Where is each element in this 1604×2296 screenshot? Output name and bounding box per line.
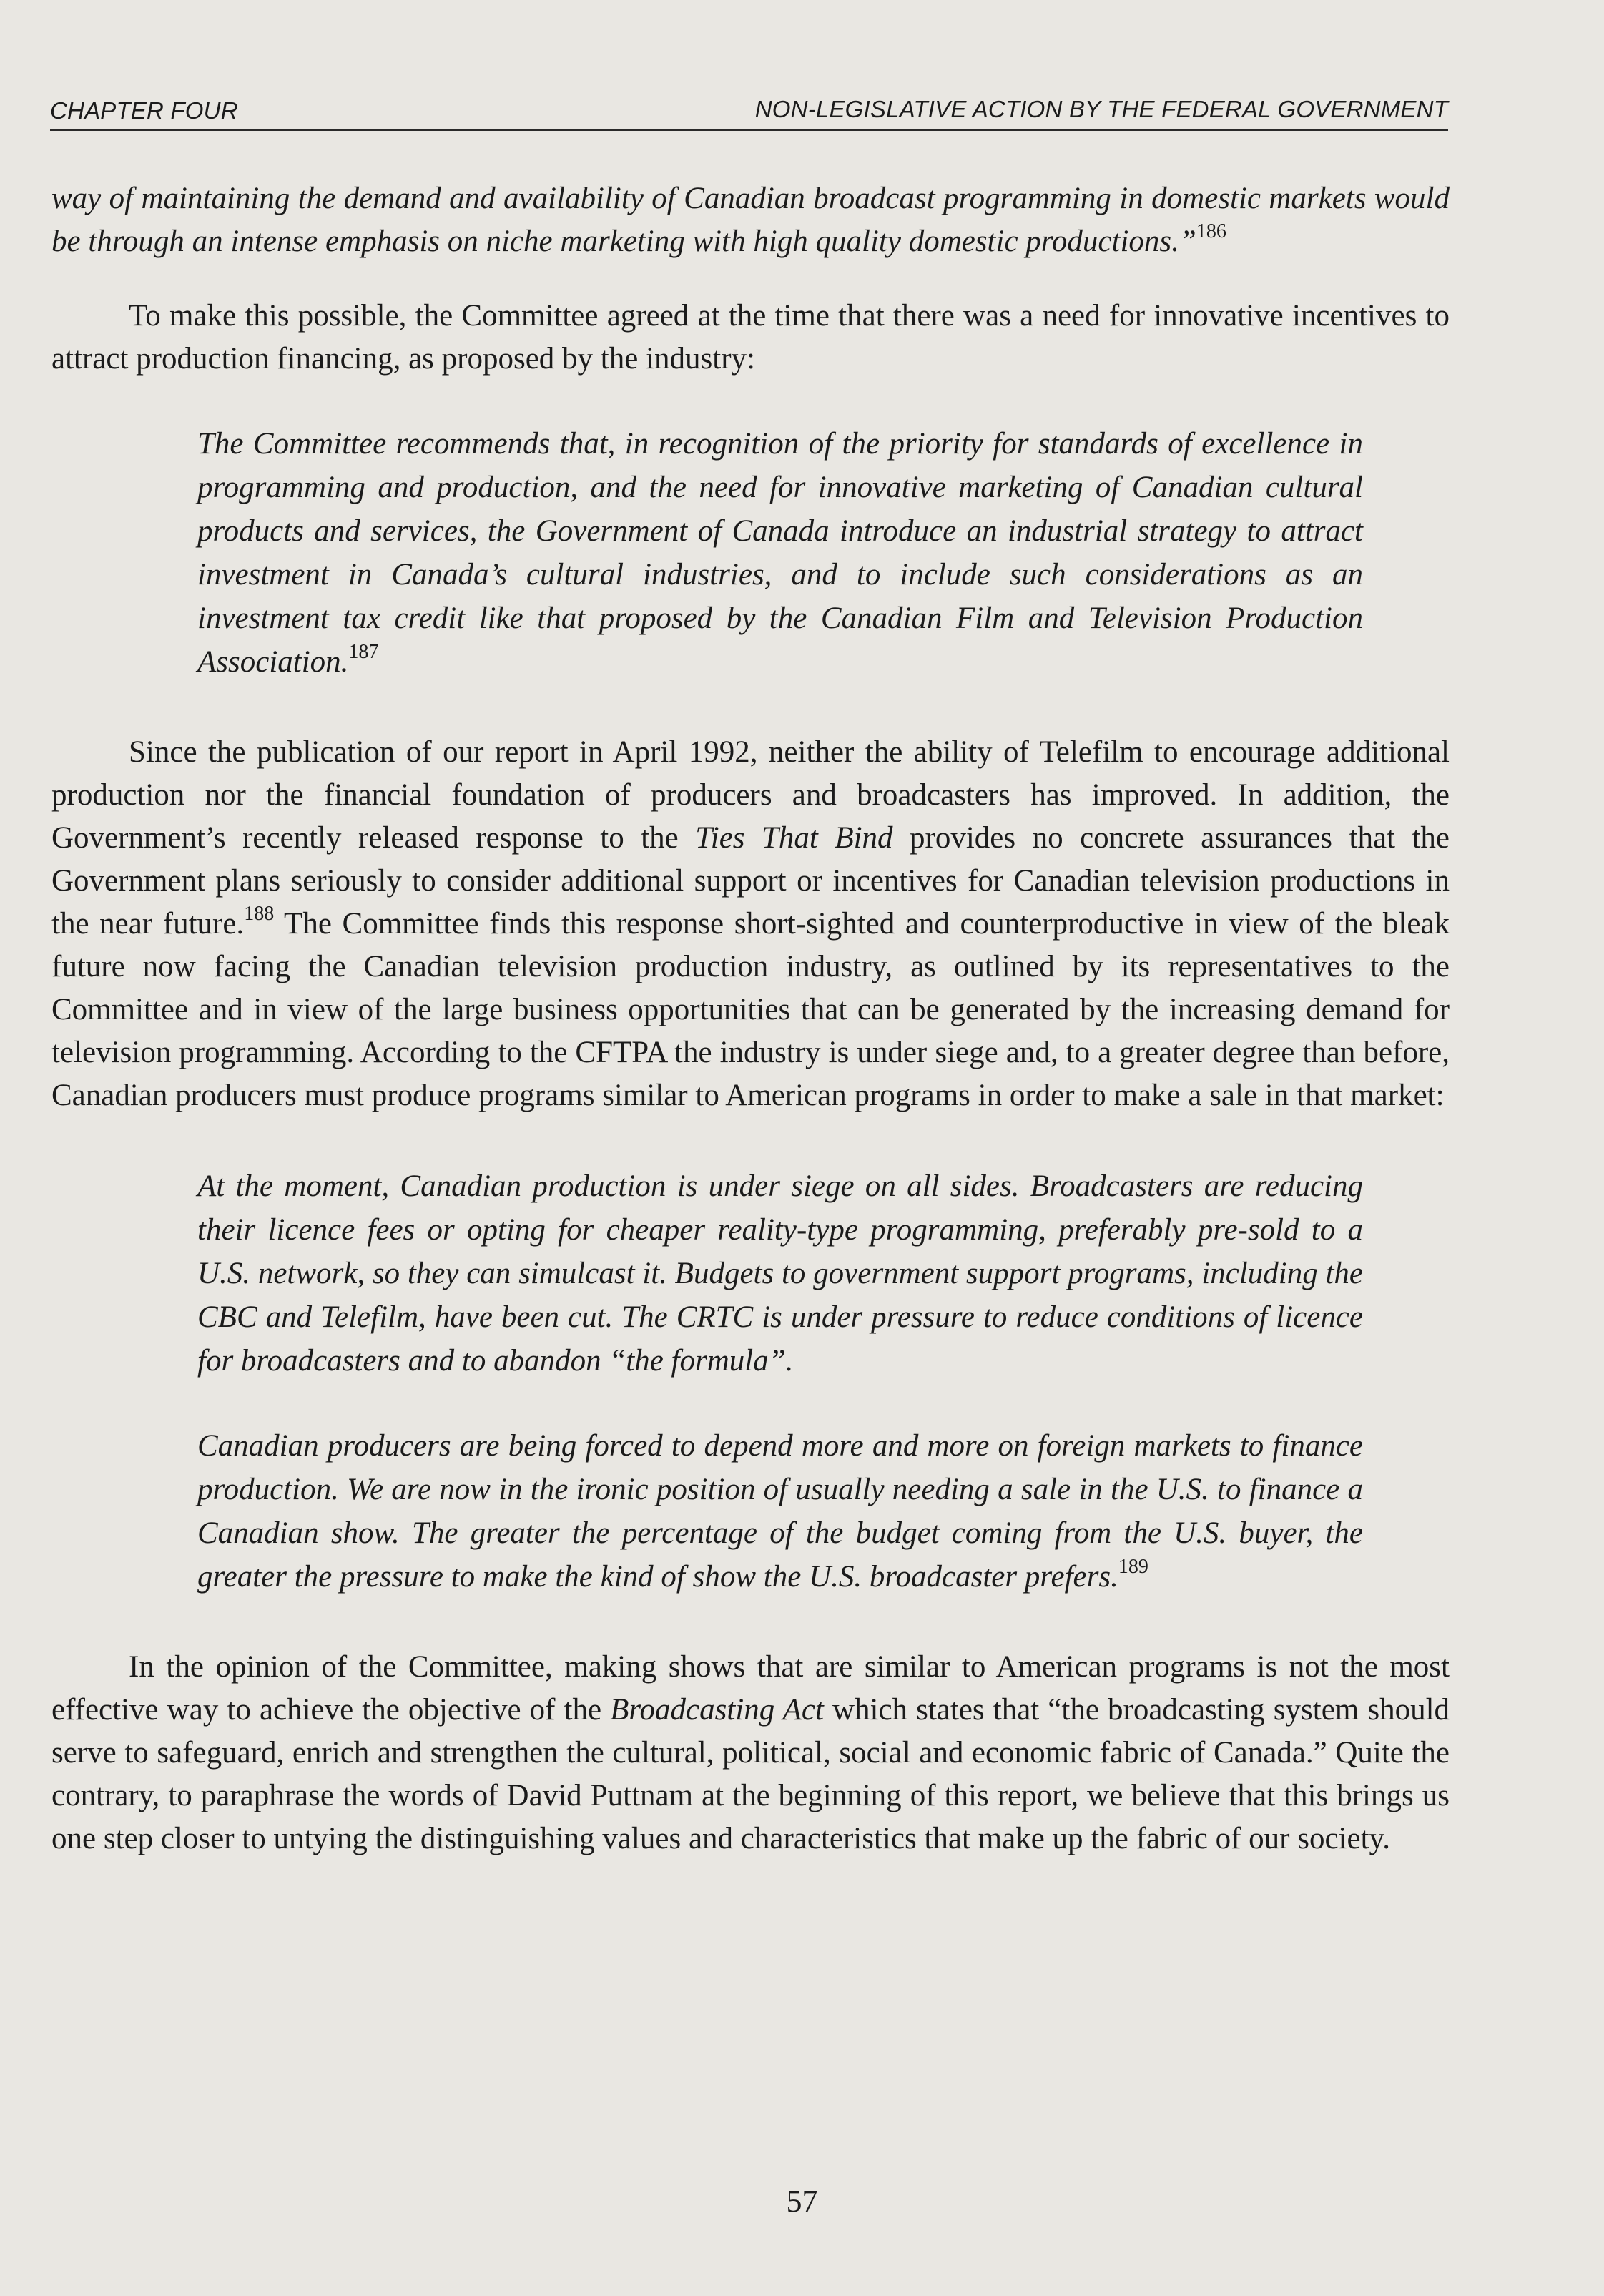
committee-recommendation: The Committee recommends that, in recognition of the priority for standards of excellence in programming and production, and the need for innovative marketing of Canadian cultural products and services, the Government of Canada introduce an industrial strategy to attract investment in Canada’s cultural industries, and to include such considerations as an investment tax credit like that proposed by the Canadian Film and Television Production Association.$^{187}$ (197, 427, 1363, 679)
paragraph-conclusion: In the opinion of the Committee, making shows that are similar to American programs is not the most effective way to achieve the objective of the Broadcasting Act which states that “the broadcasting system should serve to safeguard, enrich and strengthen the cultural, political, social and economic fabric of Canada.” Quite the contrary, to paraphrase the words of David Puttnam at the beginning of this report, we believe that this brings us one step closer to untying the distinguishing values and characteristics that make up the fabric of our society. (51, 1650, 1450, 1855)
ties-that-bind-title: Ties That Bind (695, 821, 893, 855)
running-header (50, 92, 1448, 131)
cftpa-quote-foreign-markets: Canadian producers are being forced to depend more and more on foreign markets to finance production. We are now in the ironic position of usually needing a sale in the U.S. to finance a Canadian show. The greater the percentage of the budget coming from the U.S. buyer, the greater the pressure to make the kind of show the U.S. broadcaster prefers.$^{189}$ (197, 1429, 1363, 1594)
footnote-ref-189[interactable]: 189 (1118, 1555, 1148, 1578)
broadcasting-act-title: Broadcasting Act (610, 1693, 824, 1727)
paragraph-telefilm: Since the publication of our report in April 1992, neither the ability of Telefilm to encourage additional production nor the financial foundation of producers and broadcasters has improved. In addition, the Government’s recently released response to the Ties That Bind provides no concrete assurances that the Government plans seriously to consider additional support or incentives for Canadian television productions in the near future.$^{188}$ The Committee finds this response short-sighted and counterproductive in view of the bleak future now facing the Canadian television production industry, as outlined by its representatives to the Committee and in view of the large business opportunities that can be generated by the increasing demand for television programming. According to the CFTPA the industry is under siege and, to a greater degree than before, Canadian producers must produce programs similar to American programs in order to make a sale in that market: (51, 735, 1450, 1112)
footnote-ref-188[interactable]: 188 (244, 902, 275, 925)
chapter-label: CHAPTER FOUR (50, 97, 238, 124)
paragraph-incentives: To make this possible, the Committee agreed at the time that there was a need for innovative incentives to attract production financing, as proposed by the industry: (51, 299, 1450, 376)
footnote-ref-187[interactable]: 187 (348, 640, 379, 663)
body-text (51, 177, 1450, 1860)
continued-quote: way of maintaining the demand and availability of Canadian broadcast programming in domestic markets would be through an intense emphasis on niche marketing with high quality domestic productions.”$^{186}$ (51, 182, 1450, 258)
cftpa-quote-siege: At the moment, Canadian production is under siege on all sides. Broadcasters are reducing their licence fees or opting for cheaper reality-type programming, preferably pre-sold to a U.S. network, so they can simulcast it. Budgets to government support programs, including the CBC and Telefilm, have been cut. The CRTC is under pressure to reduce conditions of licence for broadcasters and to abandon “the formula”. (197, 1169, 1363, 1378)
footnote-ref-186[interactable]: 186 (1196, 220, 1226, 242)
section-title: NON-LEGISLATIVE ACTION BY THE FEDERAL GOVERNMENT (754, 96, 1448, 122)
page-number: 57 (786, 2184, 818, 2219)
